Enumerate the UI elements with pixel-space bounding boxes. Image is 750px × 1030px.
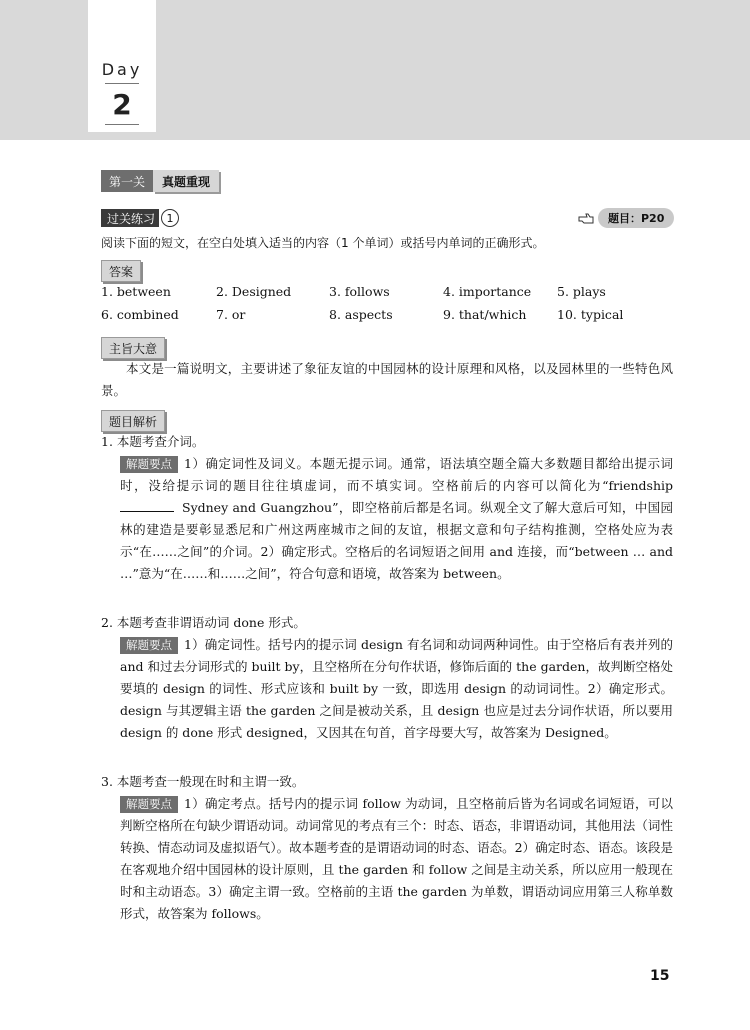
analysis-item-3 xyxy=(101,771,673,925)
answer-item: 6. combined xyxy=(101,307,179,322)
answer-item: 5. plays xyxy=(557,284,606,299)
analysis-item-body xyxy=(120,634,673,744)
answers-grid xyxy=(101,284,681,324)
analysis-item-title: 3. 本题考查一般现在时和主谓一致。 xyxy=(101,774,305,789)
page-number: 15 xyxy=(650,968,670,984)
key-point-tag: 解题要点 xyxy=(120,456,178,473)
main-idea-text: 本文是一篇说明文，主要讲述了象征友谊的中国园林的设计原理和风格，以及园林里的一些特色风景。 xyxy=(101,361,673,398)
page-reference xyxy=(578,208,674,228)
main-idea-heading: 主旨大意 xyxy=(101,337,165,359)
section-part: 第一关 xyxy=(101,170,153,192)
analysis-text-a: 1）确定词性及词义。本题无提示词。通常，语法填空题全篇大多数题目都给出提示词时，没给提示词的题目往往填虚词，而不填实词。空格前后的内容可以简化为“friendship xyxy=(120,456,673,493)
analysis-item-2 xyxy=(101,612,673,744)
answers-heading: 答案 xyxy=(101,260,141,282)
answer-item: 1. between xyxy=(101,284,171,299)
key-point-tag: 解题要点 xyxy=(120,796,178,813)
answer-item: 3. follows xyxy=(329,284,390,299)
answer-item: 9. that/which xyxy=(443,307,527,322)
reference-pill: 题目：P20 xyxy=(598,208,674,228)
section-title: 真题重现 xyxy=(153,170,219,192)
pointing-hand-icon xyxy=(578,210,594,226)
answer-item: 2. Designed xyxy=(216,284,292,299)
section-badge xyxy=(101,170,219,192)
practice-label xyxy=(101,209,179,227)
analysis-heading: 题目解析 xyxy=(101,410,165,432)
analysis-item-body xyxy=(120,453,673,585)
analysis-text: 1）确定词性。括号内的提示词 design 有名词和动词两种词性。由于空格后有表并列的 and 和过去分词形式的 built by，且空格所在分句作状语，修饰后面的 the garden，故判断空格处要填的 design 的词性、形式应该和 built by 一致，即选用 design 的动词词性。2）确定形式。design 与其逻辑主语 the garden 之间是被动关系，且 design 也应是过去分词作状语，所以要用 design 的 done 形式 designed，又因其在句首，首字母要大写，故答案为 Designed。 xyxy=(120,637,673,740)
instruction-text: 阅读下面的短文，在空白处填入适当的内容（1 个单词）或括号内单词的正确形式。 xyxy=(101,236,545,250)
answer-item: 4. importance xyxy=(443,284,532,299)
answer-blank xyxy=(120,499,174,512)
answer-item: 8. aspects xyxy=(329,307,393,322)
answer-item: 7. or xyxy=(216,307,246,322)
analysis-item-body xyxy=(120,793,673,925)
analysis-item-1 xyxy=(101,431,673,585)
day-tab xyxy=(88,0,156,132)
analysis-item-title: 2. 本题考查非谓语动词 done 形式。 xyxy=(101,615,306,630)
answer-item: 10. typical xyxy=(557,307,624,322)
day-number: 2 xyxy=(112,88,132,121)
day-rule-bottom xyxy=(105,124,139,125)
day-rule-top xyxy=(105,83,139,84)
analysis-text: 1）确定考点。括号内的提示词 follow 为动词，且空格前后皆为名词或名词短语，可以判断空格所在句缺少谓语动词。动词常见的考点有三个：时态、语态，非谓语动词，其他用法（词性转换、情态动词及虚拟语气）。故本题考查的是谓语动词的时态、语态。2）确定时态、语态。该段是在客观地介绍中国园林的设计原则，且 the garden 和 follow 之间是主动关系，所以应用一般现在时和主动语态。3）确定主谓一致。空格前的主语 the garden 为单数，谓语动词应用第三人称单数形式，故答案为 follows。 xyxy=(120,796,673,921)
day-label: Day xyxy=(101,60,143,79)
analysis-item-title: 1. 本题考查介词。 xyxy=(101,434,205,449)
practice-text: 过关练习 xyxy=(101,209,159,227)
key-point-tag: 解题要点 xyxy=(120,637,178,654)
analysis-text-b: Sydney and Guangzhou”，即空格前后都是名词。纵观全文了解大意后可知，中国园林的建造是要彰显悉尼和广州这两座城市之间的友谊，根据文意和句子结构推测，空格处应为表示“在……之间”的介词。2）确定形式。空格后的名词短语之间用 and 连接，而“between … and …”意为“在……和……之间”，符合句意和语境，故答案为 between。 xyxy=(120,500,673,581)
practice-number: 1 xyxy=(161,209,179,227)
